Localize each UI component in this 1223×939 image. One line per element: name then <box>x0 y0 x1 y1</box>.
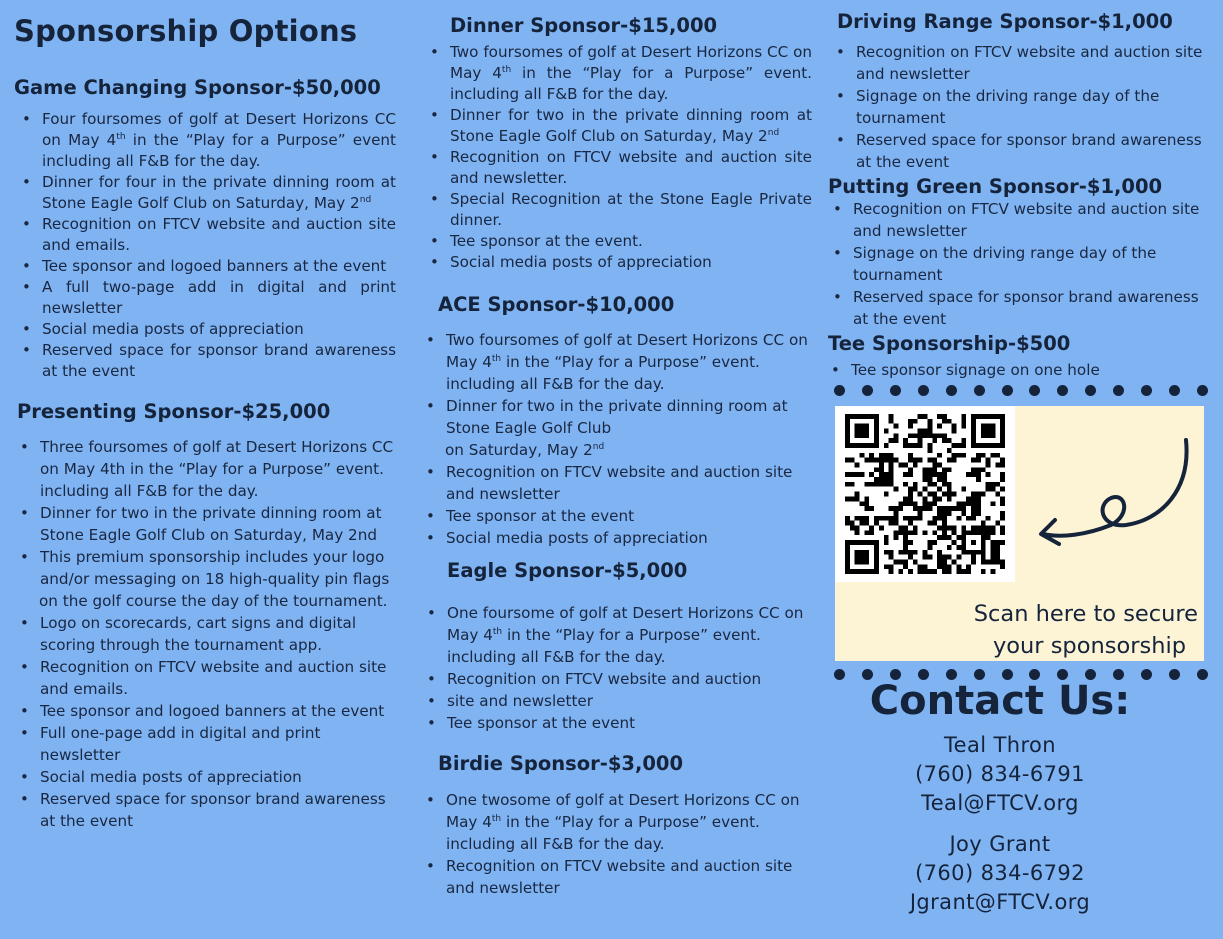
list-item: • Tee sponsor signage on one hole <box>851 359 1208 381</box>
list-item: • Signage on the driving range day of the tournament <box>856 85 1208 129</box>
contact-person-2 <box>828 830 1172 917</box>
driving-range-list <box>828 41 1208 173</box>
eagle-list <box>428 602 812 734</box>
dotted-divider-top <box>834 383 1208 397</box>
driving-range-title: Driving Range Sponsor-$1,000 <box>837 10 1173 33</box>
list-item: • Recognition on FTCV website and auction site and emails. <box>40 656 396 700</box>
contact-email[interactable]: Teal@FTCV.org <box>921 791 1079 815</box>
list-item: • Two foursomes of golf at Desert Horizons CC on May 4th in the “Play for a Purpose” event. including all F&B for the day. <box>446 329 812 395</box>
list-item: • One twosome of golf at Desert Horizons CC on May 4th in the “Play for a Purpose” event. including all F&B for the day. <box>446 789 812 855</box>
list-item: • Three foursomes of golf at Desert Horizons CC on May 4th in the “Play for a Purpose” event. including all F&B for the day. <box>40 436 396 502</box>
list-item: • Special Recognition at the Stone Eagle Private dinner. <box>450 189 812 231</box>
ace-list-2 <box>428 461 812 549</box>
contact-phone[interactable]: (760) 834-6792 <box>915 861 1085 885</box>
list-item: • Dinner for two in the private dinning room at Stone Eagle Golf Club on Saturday, May 2nd <box>40 502 396 546</box>
scan-caption: Scan here to secure your sponsorship <box>973 601 1198 659</box>
curved-arrow-icon <box>1031 430 1201 550</box>
list-item: • Social media posts of appreciation <box>450 252 812 273</box>
column-left <box>14 0 396 832</box>
list-item: • Tee sponsor and logoed banners at the event <box>42 256 396 277</box>
eagle-title: Eagle Sponsor-$5,000 <box>447 559 688 582</box>
list-item: • Reserved space for sponsor brand awareness at the event <box>40 788 396 832</box>
list-item: • Recognition on FTCV website and auction site and newsletter <box>446 855 812 899</box>
list-item: • Four foursomes of golf at Desert Horizons CC on May 4th in the “Play for a Purpose” event including all F&B for the day. <box>42 109 396 172</box>
game-changing-list <box>14 109 396 382</box>
contact-title: Contact Us: <box>869 678 1131 724</box>
ace-continuation: on Saturday, May 2nd <box>445 441 605 459</box>
list-item: • A full two-page add in digital and print newsletter <box>42 277 396 319</box>
ace-title: ACE Sponsor-$10,000 <box>438 293 675 316</box>
birdie-list <box>428 789 812 899</box>
list-item: • Reserved space for sponsor brand awareness at the event <box>853 286 1208 330</box>
list-item: • Recognition on FTCV website and auction site and newsletter. <box>450 147 812 189</box>
column-right <box>828 0 1208 381</box>
list-item: • One foursome of golf at Desert Horizons CC on May 4th in the “Play for a Purpose” event. including all F&B for the day. <box>447 602 812 668</box>
contact-email[interactable]: Jgrant@FTCV.org <box>909 890 1091 914</box>
page-title: Sponsorship Options <box>14 14 358 48</box>
putting-green-list <box>828 198 1208 330</box>
qr-code-icon <box>845 414 1005 574</box>
dinner-title: Dinner Sponsor-$15,000 <box>450 14 718 37</box>
game-changing-title: Game Changing Sponsor-$50,000 <box>14 76 381 99</box>
putting-green-title: Putting Green Sponsor-$1,000 <box>828 175 1163 198</box>
list-item: • Tee sponsor at the event. <box>450 231 812 252</box>
column-middle <box>428 0 812 899</box>
ace-list <box>428 329 812 439</box>
list-item: • Recognition on FTCV website and auction site and newsletter <box>853 198 1208 242</box>
presenting-title: Presenting Sponsor-$25,000 <box>17 400 331 423</box>
list-item: • Dinner for two in the private dinning room at Stone Eagle Golf Club <box>446 395 812 439</box>
list-item: • Dinner for two in the private dinning room at Stone Eagle Golf Club on Saturday, May 2nd <box>450 105 812 147</box>
presenting-continuation: on the golf course the day of the tournament. <box>39 592 388 610</box>
list-item: • site and newsletter <box>447 690 812 712</box>
dinner-list <box>428 42 812 273</box>
contact-phone[interactable]: (760) 834-6791 <box>915 762 1085 786</box>
list-item: • Social media posts of appreciation <box>40 766 396 788</box>
list-item: • Social media posts of appreciation <box>42 319 396 340</box>
contact-person-1 <box>828 731 1172 818</box>
presenting-list <box>14 436 396 590</box>
contact-name: Teal Thron <box>943 733 1057 757</box>
presenting-list-2 <box>14 612 396 832</box>
list-item: • Reserved space for sponsor brand awareness at the event <box>856 129 1208 173</box>
birdie-title: Birdie Sponsor-$3,000 <box>438 752 684 775</box>
list-item: • Tee sponsor at the event <box>447 712 812 734</box>
list-item: • Recognition on FTCV website and auction site and newsletter <box>856 41 1208 85</box>
list-item: • Recognition on FTCV website and auction site and emails. <box>42 214 396 256</box>
qr-code[interactable] <box>835 406 1015 582</box>
list-item: • Social media posts of appreciation <box>446 527 812 549</box>
contact-name: Joy Grant <box>949 832 1051 856</box>
tee-list <box>828 359 1208 381</box>
list-item: • Recognition on FTCV website and auction <box>447 668 812 690</box>
scan-panel <box>835 406 1204 661</box>
tee-title: Tee Sponsorship-$500 <box>828 332 1071 355</box>
list-item: • Tee sponsor and logoed banners at the event <box>40 700 396 722</box>
list-item: • This premium sponsorship includes your logo and/or messaging on 18 high-quality pin flags <box>40 546 396 590</box>
list-item: • Recognition on FTCV website and auction site and newsletter <box>446 461 812 505</box>
list-item: • Logo on scorecards, cart signs and digital scoring through the tournament app. <box>40 612 396 656</box>
list-item: • Full one-page add in digital and print newsletter <box>40 722 396 766</box>
list-item: • Signage on the driving range day of the tournament <box>853 242 1208 286</box>
list-item: • Two foursomes of golf at Desert Horizons CC on May 4th in the “Play for a Purpose” event. including all F&B for the day. <box>450 42 812 105</box>
list-item: • Tee sponsor at the event <box>446 505 812 527</box>
list-item: • Reserved space for sponsor brand awareness at the event <box>42 340 396 382</box>
list-item: • Dinner for four in the private dinning room at Stone Eagle Golf Club on Saturday, May 2nd <box>42 172 396 214</box>
